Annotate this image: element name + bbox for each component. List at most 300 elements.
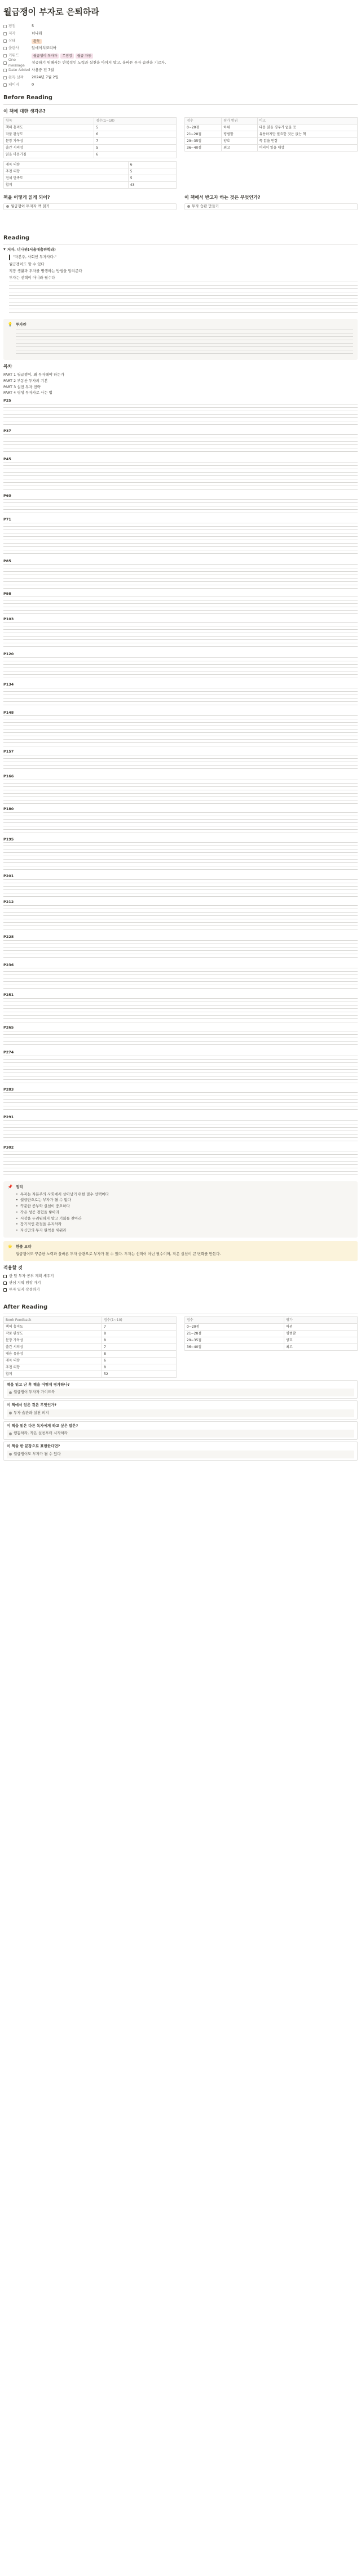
page-number: P60	[3, 493, 11, 499]
callout-title: 투자란	[16, 322, 27, 327]
table-header-cell: 비고	[257, 117, 357, 124]
table-cell: 하위	[284, 1323, 358, 1330]
pin-icon: 📌	[7, 1184, 13, 1189]
callout-text	[16, 330, 353, 357]
page-note	[3, 493, 358, 515]
property-value-item: 알에이치코리아	[32, 46, 56, 51]
page-number: P274	[3, 1049, 14, 1055]
after-question	[3, 1442, 358, 1461]
table-row	[185, 1337, 358, 1343]
after-range-table	[184, 1316, 358, 1351]
page-note-text	[3, 1151, 358, 1178]
page-number: P265	[3, 1025, 14, 1030]
page-number: P134	[3, 682, 14, 687]
property-icon	[3, 76, 7, 79]
property-row	[3, 23, 358, 30]
property-value[interactable]	[32, 46, 56, 51]
toc-item-label: PART 3 실전 투자 전략	[3, 384, 41, 389]
callout-definition	[3, 319, 358, 360]
page-note-text	[3, 905, 358, 932]
after-questions	[3, 1380, 358, 1461]
table-cell: 재독 의향	[4, 161, 129, 168]
page-note	[3, 1115, 358, 1143]
toc-item	[3, 390, 358, 396]
page-note	[3, 900, 358, 932]
summary-body	[16, 1185, 353, 1234]
page-number: P302	[3, 1145, 14, 1150]
property-value[interactable]	[32, 82, 34, 88]
table-cell: 6	[128, 161, 176, 168]
table-row	[4, 1343, 177, 1350]
property-key	[3, 38, 32, 44]
property-row	[3, 45, 358, 52]
after-score-table	[3, 1316, 177, 1378]
table-cell: 8	[102, 1350, 177, 1357]
property-value-item: 0	[32, 82, 34, 87]
page-note-text	[3, 434, 358, 455]
page-note	[3, 682, 358, 708]
toc-item	[3, 372, 358, 378]
property-value-item: 무점장	[60, 54, 73, 59]
table-row	[4, 131, 177, 137]
summary-item: • 장기적인 관점을 유지하라	[16, 1222, 353, 1227]
summary-list	[16, 1192, 353, 1234]
page-note	[3, 1087, 358, 1113]
table-row	[4, 151, 177, 158]
page-number: P228	[3, 934, 14, 939]
action-item[interactable]	[3, 1287, 358, 1293]
author-toggle[interactable]	[3, 247, 358, 253]
action-label: 한 달 투자 공부 계획 세우기	[9, 1274, 54, 1279]
before-tables	[3, 117, 358, 189]
table-header-cell: 평가 범위	[222, 117, 257, 124]
checkbox-icon[interactable]	[3, 1275, 7, 1278]
table-cell: 7	[102, 1343, 177, 1350]
page-note	[3, 517, 358, 557]
bullet-icon	[6, 205, 9, 208]
table-row	[4, 137, 177, 144]
table-header-cell: 점수(1~10)	[102, 1316, 177, 1323]
page-note-text	[3, 404, 358, 426]
properties	[3, 23, 358, 89]
page-note	[3, 617, 358, 649]
question-text: 책을 읽고 난 후 책을 어떻게 평가하나?	[7, 1382, 70, 1387]
page-note-text	[3, 715, 358, 747]
property-value-item: 완독	[32, 39, 42, 44]
table-cell: 6	[102, 1357, 177, 1364]
page-number: P180	[3, 806, 14, 811]
property-key	[3, 46, 32, 51]
property-value-item: 너나위	[32, 31, 42, 36]
table-header-row	[4, 1316, 177, 1323]
property-value-item: 월급 자동	[76, 54, 93, 59]
action-label: 투자 일지 작성하기	[9, 1287, 40, 1292]
before-reading-heading: Before Reading	[3, 94, 52, 101]
page-note	[3, 963, 358, 991]
table-cell: 양호	[222, 137, 257, 144]
table-header-cell: 항목	[4, 117, 94, 124]
table-row	[4, 168, 177, 175]
property-key-label: 저자	[8, 31, 16, 36]
table-cell: 평범함	[284, 1330, 358, 1337]
table-cell: 8	[102, 1364, 177, 1371]
table-header-cell: 점수(1~10)	[94, 117, 177, 124]
table-cell: 작품 완성도	[4, 131, 94, 137]
property-value[interactable]	[32, 75, 59, 81]
divider	[3, 244, 358, 245]
page-note-text	[3, 780, 358, 804]
property-key	[3, 68, 32, 73]
table-row	[185, 144, 358, 151]
summary-title: 정리	[16, 1184, 23, 1189]
page-number: P98	[3, 591, 11, 596]
table-cell: 29~35점	[185, 137, 222, 144]
page-number: P148	[3, 710, 14, 715]
table-cell: 내용 유용성	[4, 1350, 102, 1357]
property-value[interactable]	[32, 39, 42, 44]
bullet-icon	[9, 1391, 12, 1394]
table-cell: 36~40점	[185, 144, 222, 151]
property-value[interactable]	[32, 24, 34, 29]
page-number: P37	[3, 428, 11, 433]
property-key-label: Date Added	[8, 68, 30, 73]
table-row	[4, 1364, 177, 1371]
page-note	[3, 591, 358, 615]
before-score-table-2	[3, 161, 177, 189]
before-question-3: 이 책에서 받고자 하는 것은 무엇인가?	[184, 194, 261, 200]
page-number: P120	[3, 652, 14, 656]
page-note-text	[3, 755, 358, 772]
before-q2-col	[3, 191, 177, 211]
table-row	[4, 1330, 177, 1337]
table-cell: 문장 가독성	[4, 137, 94, 144]
bullet-icon	[187, 205, 190, 208]
page-note-text	[3, 688, 358, 708]
before-range-table-col	[184, 117, 358, 189]
after-range-col	[184, 1316, 358, 1378]
table-cell: 여러이 읽을 대상	[257, 144, 357, 151]
question-text: 이 책을 읽은 다른 독자에게 하고 싶은 말은?	[7, 1423, 78, 1428]
toc-item	[3, 385, 358, 390]
action-item[interactable]	[3, 1280, 358, 1286]
before-answer-3[interactable]	[184, 203, 358, 210]
table-cell: 합계	[4, 181, 129, 188]
property-value-item: 성공하기 위해서는 반복적인 노력과 실천을 아끼지 말고, 올바른 투자 습관을 기르자.	[32, 60, 166, 65]
answer-text: 행동하라, 작은 실천부터 시작하라	[14, 1431, 68, 1436]
summary-item: • 투자는 자본주의 사회에서 살아남기 위한 필수 선택이다	[16, 1192, 353, 1198]
bullet-icon	[9, 1432, 12, 1435]
page-number: P291	[3, 1115, 14, 1120]
table-row	[185, 1343, 358, 1350]
property-icon	[3, 83, 7, 87]
table-cell: 5	[128, 168, 176, 175]
page-number: P71	[3, 517, 11, 522]
page-number: P236	[3, 962, 14, 967]
property-value-item: 5	[32, 24, 34, 29]
toggle-content	[3, 255, 358, 315]
table-header-cell: 점수	[185, 1316, 284, 1323]
table-row	[185, 131, 358, 137]
answer-box[interactable]	[7, 1451, 354, 1458]
page-number: P45	[3, 456, 11, 461]
table-header-row	[185, 1316, 358, 1323]
answer-text: 월급쟁이도 부자가 될 수 있다	[14, 1451, 61, 1456]
property-key	[3, 31, 32, 37]
property-row	[3, 74, 358, 82]
quote-block	[9, 255, 358, 260]
toc-list	[3, 372, 358, 396]
property-row	[3, 67, 358, 74]
intro-lines	[9, 262, 358, 281]
property-row	[3, 82, 358, 89]
table-row	[4, 1350, 177, 1357]
property-icon	[3, 39, 7, 43]
table-cell: 7	[94, 137, 177, 144]
page-note-text	[3, 940, 358, 960]
table-row	[4, 1371, 177, 1377]
answer-text: 월급쟁이 투자자 가이드북	[14, 1390, 55, 1395]
table-cell: 21~28점	[185, 1330, 284, 1337]
table-cell: 36~40점	[185, 1343, 284, 1350]
before-score-table	[3, 117, 177, 158]
page-note	[3, 774, 358, 804]
table-cell: 43	[128, 181, 176, 188]
table-row	[185, 1323, 358, 1330]
page-number: P166	[3, 774, 14, 778]
summary-item: • 시장을 두려워하지 말고 기회를 찾아라	[16, 1216, 353, 1222]
table-cell: 6	[94, 131, 177, 137]
table-cell: 책의 흥미도	[4, 1323, 102, 1330]
table-row	[4, 1357, 177, 1364]
intro-line: 직장 생활과 투자를 병행하는 방법을 알려준다	[9, 268, 82, 273]
after-question	[3, 1400, 358, 1420]
table-cell: 52	[102, 1371, 177, 1377]
page-note-text	[3, 1031, 358, 1048]
question-text: 이 책을 한 문장으로 표현한다면?	[7, 1444, 60, 1448]
page-number: P85	[3, 558, 11, 563]
reading-heading: Reading	[3, 234, 30, 241]
table-cell: 6	[94, 151, 177, 158]
table-cell: 합계	[4, 1371, 102, 1377]
table-cell: 전체 만족도	[4, 175, 129, 181]
table-row	[185, 137, 358, 144]
page-note	[3, 874, 358, 897]
table-header-cell: 평가	[284, 1316, 358, 1323]
table-row	[4, 175, 177, 181]
action-label: 관심 지역 임장 가기	[9, 1280, 41, 1285]
property-value[interactable]	[32, 31, 42, 37]
page-number: P103	[3, 617, 14, 622]
page-number: P201	[3, 874, 14, 879]
table-row	[4, 161, 177, 168]
page-note-text	[3, 879, 358, 897]
property-key-label: One message	[8, 57, 25, 68]
page-note-text	[3, 812, 358, 835]
page-number: P212	[3, 900, 14, 904]
one-line-body	[16, 1244, 353, 1258]
page-note	[3, 807, 358, 835]
toc-item-label: PART 1 월급쟁이, 왜 투자해야 하는가	[3, 372, 64, 377]
property-row	[3, 30, 358, 38]
after-question	[3, 1421, 358, 1440]
page-note	[3, 935, 358, 960]
table-cell: 책의 흥미도	[4, 124, 94, 131]
toggle-triangle-icon: ▼	[3, 247, 6, 251]
property-key-label: 출판사	[8, 46, 19, 51]
table-cell: 5	[128, 175, 176, 181]
page-note-text	[3, 499, 358, 515]
star-icon: ⭐	[7, 1244, 13, 1249]
table-header-row	[4, 117, 177, 124]
property-row	[3, 38, 358, 45]
property-row	[3, 52, 358, 60]
table-cell: 하위	[222, 124, 257, 131]
page-number: P195	[3, 837, 14, 842]
page-note	[3, 559, 358, 589]
page-note	[3, 457, 358, 492]
after-score-col	[3, 1316, 177, 1378]
table-row	[185, 1330, 358, 1337]
table-cell: 0~20점	[185, 1323, 284, 1330]
after-reading-heading: After Reading	[3, 1303, 48, 1310]
summary-item: • 작은 성공 경험을 쌓아라	[16, 1210, 353, 1216]
table-cell: 양호	[284, 1337, 358, 1343]
question-text: 이 책에서 얻은 것은 무엇인가?	[7, 1403, 57, 1407]
one-line-title: 한줄 요약	[16, 1244, 32, 1249]
page-number: P283	[3, 1087, 14, 1092]
page-note-text	[3, 1092, 358, 1113]
page-note-text	[3, 657, 358, 680]
page-note-text	[3, 998, 358, 1023]
intro-line: 투자는 선택이 아니라 필수다	[9, 275, 55, 280]
property-value-item: 사용중 전 7월	[32, 68, 54, 73]
before-question-1: 이 책에 대한 생각은?	[3, 108, 46, 114]
answer-box[interactable]	[7, 1409, 354, 1417]
table-cell: 평범함	[222, 131, 257, 137]
before-answer-2[interactable]	[3, 203, 177, 210]
page-note	[3, 652, 358, 680]
page-note-text	[3, 622, 358, 649]
property-icon	[3, 54, 7, 57]
before-range-table	[184, 117, 358, 152]
summary-callout	[3, 1181, 358, 1238]
table-cell: 7	[102, 1323, 177, 1330]
page-number: P251	[3, 993, 14, 998]
table-row	[4, 124, 177, 131]
page-notes	[3, 398, 358, 1178]
answer-text: 월급쟁이 투자자 책 읽기	[11, 203, 50, 208]
table-cell: 추천 의향	[4, 1364, 102, 1371]
page-note-text	[3, 564, 358, 589]
table-cell: 출간 시의성	[4, 144, 94, 151]
action-item[interactable]	[3, 1274, 358, 1279]
page-note	[3, 1145, 358, 1178]
page-note-text	[3, 597, 358, 615]
table-cell: 8	[102, 1337, 177, 1343]
before-score-table-col	[3, 117, 177, 189]
toc-item	[3, 379, 358, 384]
table-row	[4, 181, 177, 188]
table-cell: 5	[94, 144, 177, 151]
page-note	[3, 710, 358, 748]
toc-item-label: PART 4 평생 투자자로 사는 법	[3, 390, 52, 395]
checkbox-icon[interactable]	[3, 1282, 7, 1285]
actions-heading: 적용할 것	[3, 1265, 23, 1271]
bullet-icon	[9, 1453, 12, 1456]
bullet-icon	[9, 1412, 12, 1414]
action-list	[3, 1274, 358, 1292]
page-note-text	[3, 462, 358, 491]
quote-text: "자본주, 사회인 투자자다."	[13, 255, 57, 260]
property-value[interactable]	[32, 60, 166, 66]
table-header-cell: 점수	[185, 117, 222, 124]
page-title: 월급쟁이 부자로 은퇴하라	[3, 7, 99, 17]
page-note	[3, 429, 358, 455]
property-key	[3, 75, 32, 81]
table-cell: 추천 의향	[4, 168, 129, 175]
property-key-label: 키워드	[8, 53, 19, 58]
page-number: P25	[3, 398, 11, 403]
toc-heading: 목차	[3, 364, 12, 369]
property-key-label: 평점	[8, 24, 16, 29]
property-icon	[3, 25, 7, 28]
page-note-text	[3, 523, 358, 557]
property-value[interactable]	[32, 68, 54, 73]
table-row	[4, 1337, 177, 1343]
property-value[interactable]	[32, 54, 93, 59]
table-cell: 29~35점	[185, 1337, 284, 1343]
page-note	[3, 837, 358, 872]
page-number: P157	[3, 749, 14, 754]
property-icon	[3, 69, 7, 72]
page-note	[3, 993, 358, 1023]
table-cell: 출간 시의성	[4, 1343, 102, 1350]
page-note	[3, 1025, 358, 1048]
table-header-row	[185, 117, 358, 124]
property-icon	[3, 32, 7, 35]
lightbulb-icon: 💡	[7, 322, 13, 327]
table-cell: 최고	[284, 1343, 358, 1350]
page-note-text	[3, 1056, 358, 1085]
checkbox-icon[interactable]	[3, 1288, 7, 1292]
callout-body	[16, 322, 353, 357]
summary-item: • 자신만의 투자 원칙을 세워라	[16, 1228, 353, 1234]
table-cell: 문장 가독성	[4, 1337, 102, 1343]
table-cell: 다음 읽을 경우가 없을 듯	[257, 124, 357, 131]
table-cell: 꼭 읽을 만함	[257, 137, 357, 144]
answer-box[interactable]	[7, 1430, 354, 1438]
table-cell: 0~20점	[185, 124, 222, 131]
table-header-cell: Book Feedback	[4, 1316, 102, 1323]
toggle-label: 저자, 너나위(서울대출판학과)	[7, 247, 56, 252]
table-cell: 21~28점	[185, 131, 222, 137]
table-cell: 5	[94, 124, 177, 131]
property-value-item: 2024년 7월 2일	[32, 75, 59, 80]
answer-box[interactable]	[7, 1389, 354, 1396]
before-question-2: 책을 어떻게 읽게 되어?	[3, 194, 50, 200]
property-icon	[3, 61, 7, 65]
table-row	[4, 144, 177, 151]
before-questions	[3, 191, 358, 211]
table-cell: 8	[102, 1330, 177, 1337]
property-icon	[3, 47, 7, 50]
property-key	[3, 82, 32, 88]
property-key	[3, 57, 32, 69]
one-line-text: 월급쟁이도 꾸준한 노력과 올바른 투자 습관으로 부자가 될 수 있다. 투자는 선택이 아닌 필수이며, 작은 실천이 큰 변화를 만든다.	[16, 1251, 221, 1256]
summary-item: • 꾸준한 공부와 실천이 중요하다	[16, 1204, 353, 1209]
page-note-text	[3, 968, 358, 990]
page-note-text	[3, 1120, 358, 1143]
